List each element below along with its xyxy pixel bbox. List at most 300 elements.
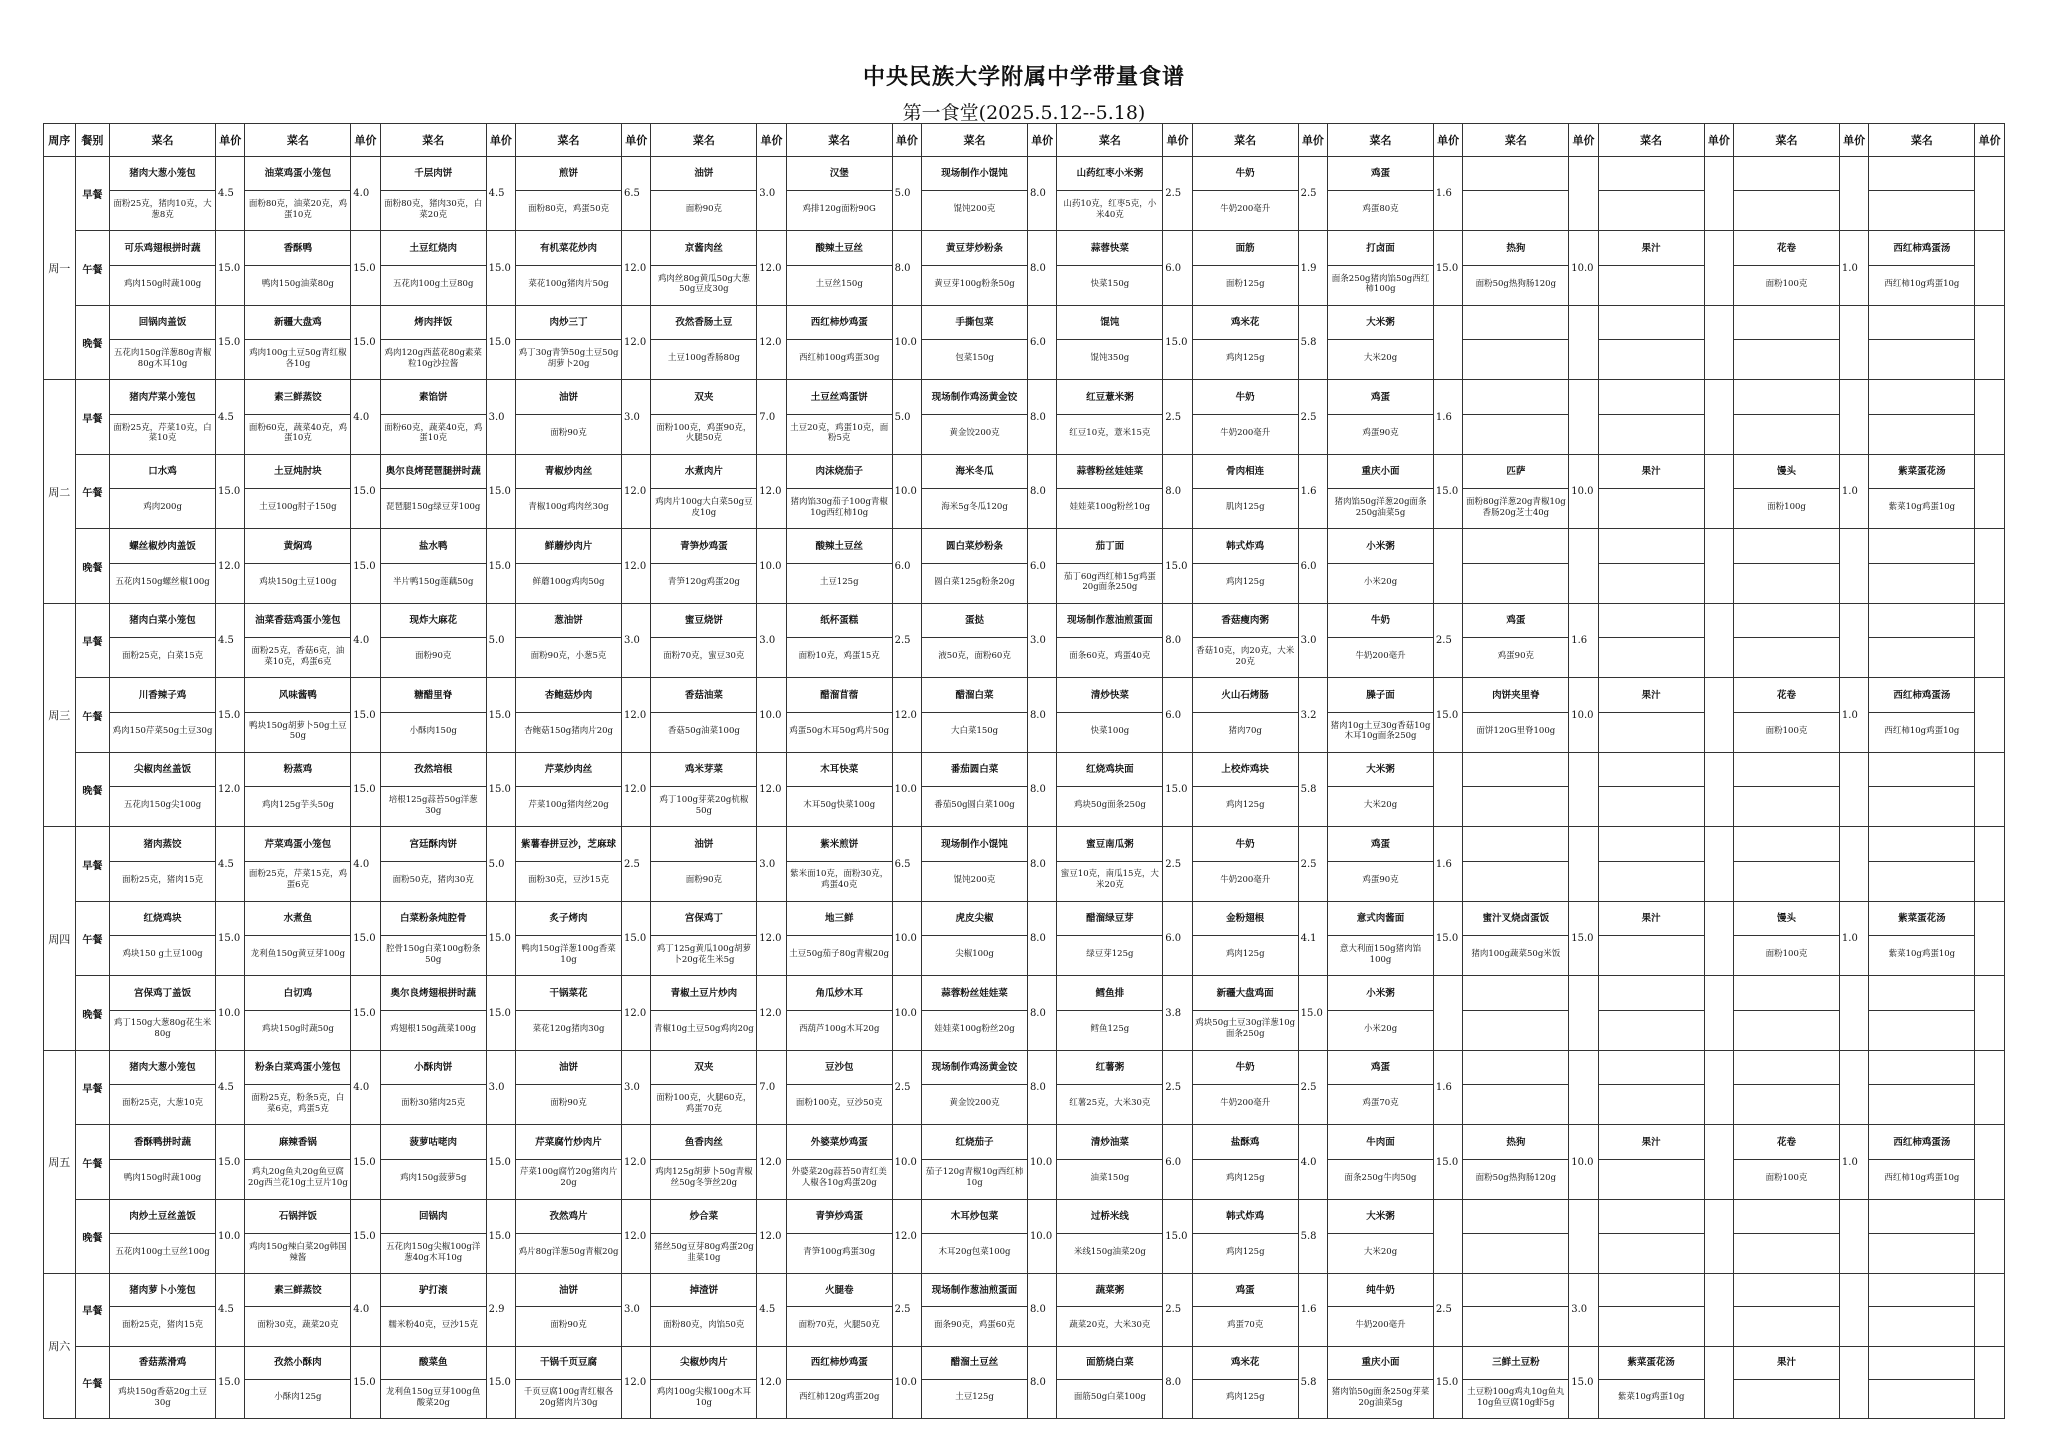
dish-ingredients: 面粉80克，鸡蛋50克	[527, 204, 610, 215]
header-dish: 菜名	[1463, 124, 1569, 157]
dish-cell	[1328, 1274, 1434, 1346]
dish-price: 6.0	[1163, 901, 1193, 975]
dish-cell	[110, 1125, 216, 1199]
meal-row	[44, 1199, 2005, 1273]
dish-price: 15.0	[486, 1199, 516, 1273]
dish-name	[1869, 1202, 1974, 1234]
dish-price: 15.0	[351, 305, 381, 379]
dish-price	[1839, 1274, 1869, 1346]
dish-cell	[1734, 752, 1840, 826]
dish-name	[1869, 159, 1974, 191]
meal-name: 晚餐	[75, 529, 110, 603]
dish-price: 12.0	[621, 305, 651, 379]
dish-ingredients: 鸡蛋90克	[1362, 874, 1399, 885]
dish-ingredients: 面粉25克，粉条5克，白菜6克，鸡蛋5克	[251, 1092, 345, 1114]
dish-name	[1599, 755, 1704, 787]
dish-ingredients: 面粉60克，蔬菜40克，鸡蛋10克	[384, 422, 483, 444]
dish-ingredients: 面粉80克，猪肉30克，白菜20克	[384, 199, 483, 220]
dish-price: 8.0	[1163, 603, 1193, 677]
dish-cell	[1869, 1346, 1975, 1418]
dish-cell	[922, 529, 1028, 603]
dish-name: 木耳炒包菜	[922, 1202, 1027, 1234]
dish-ingredients: 西红柿100g鸡蛋30g	[798, 353, 880, 364]
dish-price	[1569, 529, 1599, 603]
dish-name	[1734, 308, 1839, 340]
dish-cell	[1328, 752, 1434, 826]
header-dish: 菜名	[110, 124, 216, 157]
dish-name: 蒜蓉粉丝娃娃菜	[922, 979, 1027, 1011]
dish-price: 1.0	[1839, 678, 1869, 752]
dish-price: 1.9	[1298, 231, 1328, 305]
dish-name: 杏鲍菇炒肉	[516, 681, 621, 713]
dish-price: 12.0	[215, 752, 245, 826]
dish-ingredients: 外婆菜20g蒜苔50青红美人椒各10g鸡蛋20g	[791, 1167, 887, 1189]
dish-name	[1599, 308, 1704, 340]
dish-name: 油饼	[516, 1276, 621, 1307]
dish-ingredients	[1734, 1307, 1839, 1343]
dish-cell	[1598, 1050, 1704, 1124]
dish-ingredients: 山药10克，红枣5克，小米40克	[1063, 199, 1157, 220]
dish-ingredients: 紫菜10g鸡蛋10g	[1888, 949, 1956, 960]
dish-price: 10.0	[1027, 1199, 1057, 1273]
header-dish: 菜名	[1192, 124, 1298, 157]
dish-ingredients: 鸡肉125g	[1225, 353, 1265, 364]
dish-cell	[786, 901, 892, 975]
dish-price: 12.0	[757, 305, 787, 379]
dish-cell	[245, 529, 351, 603]
dish-ingredients: 面粉25克，猪肉15克	[121, 874, 204, 885]
dish-price	[1569, 752, 1599, 826]
dish-name: 打卤面	[1328, 234, 1433, 266]
dish-cell	[1328, 1199, 1434, 1273]
dish-price: 4.5	[757, 1274, 787, 1346]
dish-cell	[786, 1125, 892, 1199]
dish-price: 8.0	[1027, 1050, 1057, 1124]
dish-ingredients: 西红柿120g鸡蛋20g	[798, 1392, 880, 1403]
dish-cell	[380, 454, 486, 528]
meal-row	[44, 1346, 2005, 1418]
dish-ingredients: 面粉90克	[550, 427, 587, 438]
dish-ingredients: 鸭肉150g油菜80g	[261, 278, 334, 289]
dish-price: 2.5	[1298, 1050, 1328, 1124]
dish-cell	[922, 231, 1028, 305]
dish-price	[1433, 752, 1463, 826]
dish-cell	[1057, 157, 1163, 231]
dish-name: 现场制作小馄饨	[922, 830, 1027, 862]
dish-price: 15.0	[1569, 901, 1599, 975]
dish-name	[1599, 159, 1704, 191]
dish-name	[1734, 1053, 1839, 1085]
dish-cell	[651, 1199, 757, 1273]
dish-name	[1463, 979, 1568, 1011]
dish-ingredients: 面粉125g	[1225, 278, 1265, 289]
dish-cell	[516, 901, 622, 975]
dish-price	[1704, 1050, 1734, 1124]
dish-ingredients: 面粉50g热狗肠120g	[1475, 278, 1557, 289]
dish-cell	[516, 380, 622, 454]
dish-price: 10.0	[1569, 678, 1599, 752]
meal-row	[44, 1050, 2005, 1124]
dish-name	[1869, 755, 1974, 787]
dish-price: 12.0	[621, 231, 651, 305]
dish-cell	[1192, 157, 1298, 231]
dish-price	[1839, 603, 1869, 677]
dish-price	[1704, 454, 1734, 528]
dish-ingredients: 鸡蛋70克	[1227, 1320, 1264, 1331]
dish-cell	[922, 157, 1028, 231]
dish-price	[1975, 1346, 2005, 1418]
dish-ingredients: 土豆100g肘子150g	[259, 502, 337, 513]
dish-name: 芹菜炒肉丝	[516, 755, 621, 787]
dish-ingredients: 牛奶200毫升	[1220, 1098, 1271, 1109]
dish-ingredients: 茄子120g青椒10g西红柿10g	[925, 1167, 1024, 1189]
dish-ingredients: 尖椒100g	[955, 949, 994, 960]
meal-name: 午餐	[75, 901, 110, 975]
dish-name: 蜜豆南瓜粥	[1057, 830, 1162, 862]
dish-cell	[1057, 901, 1163, 975]
dish-price: 10.0	[1569, 1125, 1599, 1199]
dish-cell	[1734, 976, 1840, 1050]
dish-cell	[1463, 827, 1569, 901]
dish-price	[1975, 827, 2005, 901]
dish-cell	[1463, 157, 1569, 231]
dish-cell	[651, 1346, 757, 1418]
dish-price: 15.0	[215, 231, 245, 305]
dish-price	[1975, 752, 2005, 826]
dish-name: 热狗	[1463, 1128, 1568, 1160]
dish-cell	[245, 305, 351, 379]
meal-name: 早餐	[75, 157, 110, 231]
week-day: 周一	[44, 157, 76, 380]
dish-ingredients: 鸡排120g面粉90G	[802, 204, 876, 215]
dish-ingredients	[1869, 1307, 1974, 1343]
dish-name: 水煮鱼	[245, 904, 350, 936]
header-price: 单价	[1298, 124, 1328, 157]
dish-cell	[1869, 678, 1975, 752]
dish-price: 8.0	[1027, 678, 1057, 752]
dish-name: 豆沙包	[787, 1053, 892, 1085]
dish-ingredients: 小酥肉125g	[274, 1392, 322, 1403]
dish-name: 猪肉蒸饺	[110, 830, 215, 862]
dish-name: 馒头	[1734, 457, 1839, 489]
dish-ingredients: 龙利鱼150g豆芽100g鱼酸菜20g	[386, 1387, 481, 1408]
dish-ingredients: 面粉100克	[1765, 949, 1808, 960]
dish-cell	[516, 305, 622, 379]
dish-name: 骨肉相连	[1193, 457, 1298, 489]
dish-ingredients	[1869, 1085, 1974, 1122]
dish-cell	[786, 678, 892, 752]
dish-ingredients: 鸡肉150g辣白菜20g韩国辣酱	[249, 1241, 347, 1263]
dish-ingredients	[1734, 638, 1839, 675]
dish-price: 12.0	[892, 1199, 922, 1273]
dish-price	[1704, 380, 1734, 454]
dish-ingredients	[1463, 191, 1568, 228]
dish-name: 紫菜蛋花汤	[1869, 457, 1974, 489]
dish-ingredients: 面粉100克，火腿60克，鸡蛋70克	[656, 1092, 752, 1114]
dish-price: 8.0	[1027, 752, 1057, 826]
dish-ingredients: 木耳50g快菜100g	[803, 800, 876, 811]
dish-cell	[1192, 454, 1298, 528]
dish-name: 掉渣饼	[651, 1276, 756, 1307]
dish-name: 蜜豆烧饼	[651, 606, 756, 638]
dish-cell	[1057, 380, 1163, 454]
dish-ingredients: 糯米粉40克，豆沙15克	[388, 1320, 479, 1331]
dish-cell	[1869, 454, 1975, 528]
dish-ingredients: 鸡肉丝80g黄瓜50g大葱50g豆皮30g	[657, 273, 750, 295]
dish-cell	[1598, 603, 1704, 677]
dish-cell	[380, 1125, 486, 1199]
dish-name: 韩式炸鸡	[1193, 1202, 1298, 1234]
dish-price	[1704, 752, 1734, 826]
dish-price: 6.0	[892, 529, 922, 603]
dish-ingredients: 鸡蛋70克	[1362, 1098, 1399, 1109]
dish-name: 土豆红烧肉	[381, 234, 486, 266]
dish-price: 10.0	[757, 529, 787, 603]
dish-ingredients: 杏鲍菇150g猪肉片20g	[524, 725, 613, 736]
dish-ingredients: 鲜蘑100g鸡肉50g	[532, 576, 605, 587]
dish-name: 黄焖鸡	[245, 532, 350, 564]
dish-name: 土豆炖肘块	[245, 457, 350, 489]
dish-ingredients	[1599, 266, 1704, 303]
dish-ingredients: 鸡块150g土豆100g	[259, 576, 337, 587]
dish-ingredients	[1599, 191, 1704, 228]
dish-cell	[1057, 976, 1163, 1050]
dish-cell	[922, 901, 1028, 975]
dish-cell	[110, 1199, 216, 1273]
dish-price: 1.6	[1433, 827, 1463, 901]
dish-name: 紫薯春拼豆沙，芝麻球	[516, 830, 621, 862]
dish-ingredients	[1869, 1234, 1974, 1271]
dish-ingredients: 馄饨350g	[1090, 353, 1130, 364]
dish-cell	[651, 752, 757, 826]
dish-price: 15.0	[1163, 1199, 1193, 1273]
dish-cell	[516, 454, 622, 528]
dish-ingredients: 面饼120G里脊100g	[1476, 725, 1556, 736]
dish-price	[1569, 1199, 1599, 1273]
dish-ingredients: 龙利鱼150g黄豆芽100g	[250, 949, 346, 960]
dish-cell	[1328, 231, 1434, 305]
dish-name: 孜然培根	[381, 755, 486, 787]
dish-name: 千层肉饼	[381, 159, 486, 191]
dish-cell	[651, 827, 757, 901]
dish-price	[1839, 529, 1869, 603]
dish-price	[1433, 976, 1463, 1050]
dish-cell	[1734, 1125, 1840, 1199]
dish-name	[1734, 159, 1839, 191]
dish-cell	[516, 827, 622, 901]
dish-cell	[1057, 752, 1163, 826]
dish-name: 重庆小面	[1328, 457, 1433, 489]
dish-price: 15.0	[1433, 454, 1463, 528]
dish-name: 双夹	[651, 1053, 756, 1085]
dish-price: 8.0	[1163, 1346, 1193, 1418]
dish-price: 8.0	[892, 231, 922, 305]
dish-price: 6.0	[1027, 305, 1057, 379]
dish-price: 10.0	[215, 1199, 245, 1273]
dish-ingredients: 香菇50g油菜100g	[667, 725, 740, 736]
dish-cell	[651, 901, 757, 975]
dish-ingredients: 面粉25克，芹菜15克，鸡蛋6克	[248, 869, 347, 891]
dish-cell	[651, 157, 757, 231]
dish-cell	[110, 901, 216, 975]
dish-price: 1.6	[1433, 1050, 1463, 1124]
dish-ingredients: 面粉90克	[685, 204, 723, 215]
dish-price: 8.0	[1027, 976, 1057, 1050]
dish-cell	[922, 1274, 1028, 1346]
dish-name: 酸辣土豆丝	[787, 234, 892, 266]
dish-ingredients: 西葫芦100g木耳20g	[798, 1023, 880, 1034]
dish-cell	[245, 454, 351, 528]
dish-cell	[110, 976, 216, 1050]
dish-price: 10.0	[1569, 454, 1599, 528]
dish-ingredients: 猪肉馅30g茄子100g青椒10g西红柿10g	[790, 497, 888, 518]
dish-ingredients: 猪肉70g	[1228, 725, 1262, 736]
dish-cell	[922, 1346, 1028, 1418]
dish-cell	[651, 1125, 757, 1199]
dish-price: 3.0	[621, 380, 651, 454]
dish-name: 孜然小酥肉	[245, 1349, 350, 1380]
dish-cell	[786, 305, 892, 379]
dish-ingredients: 黄豆芽100g粉条50g	[934, 278, 1015, 289]
dish-name	[1463, 1202, 1568, 1234]
dish-ingredients: 绿豆芽125g	[1086, 949, 1134, 960]
dish-cell	[380, 231, 486, 305]
meal-name: 午餐	[75, 1125, 110, 1199]
dish-price: 15.0	[486, 454, 516, 528]
dish-ingredients: 鸡丁100g芽菜20g杭椒50g	[659, 794, 749, 816]
dish-ingredients: 青椒10g土豆50g鸡肉20g	[653, 1023, 754, 1034]
dish-cell	[1057, 1274, 1163, 1346]
dish-cell	[1057, 678, 1163, 752]
dish-name: 外婆菜炒鸡蛋	[787, 1128, 892, 1160]
dish-price: 3.0	[757, 827, 787, 901]
dish-ingredients: 面粉25克，芹菜10克，白菜10克	[113, 422, 212, 444]
dish-ingredients: 面条60克，鸡蛋40克	[1069, 651, 1151, 662]
dish-cell	[1463, 1050, 1569, 1124]
dish-price: 5.8	[1298, 305, 1328, 379]
dish-ingredients: 鸡肉125g	[1225, 949, 1265, 960]
dish-ingredients	[1869, 1380, 1974, 1416]
dish-cell	[110, 1050, 216, 1124]
dish-price: 2.5	[1298, 157, 1328, 231]
dish-cell	[1328, 827, 1434, 901]
dish-ingredients: 大米20g	[1363, 1247, 1398, 1258]
dish-cell	[516, 976, 622, 1050]
dish-cell	[922, 1050, 1028, 1124]
dish-ingredients: 青笋100g鸡蛋30g	[803, 1247, 876, 1258]
dish-ingredients: 鸡肉125g芋头50g	[261, 800, 334, 811]
dish-ingredients	[1599, 415, 1704, 452]
dish-price: 1.0	[1839, 454, 1869, 528]
dish-name: 现炸大麻花	[381, 606, 486, 638]
dish-ingredients: 猪肉馅50g面条250g芽菜20g油菜5g	[1331, 1387, 1430, 1408]
meal-name: 晚餐	[75, 305, 110, 379]
dish-price: 12.0	[892, 678, 922, 752]
dish-name	[1463, 383, 1568, 415]
header-dish: 菜名	[516, 124, 622, 157]
week-day: 周四	[44, 827, 76, 1050]
dish-cell	[1598, 1274, 1704, 1346]
dish-name: 地三鲜	[787, 904, 892, 936]
dish-cell	[245, 380, 351, 454]
meal-row	[44, 305, 2005, 379]
dish-cell	[380, 305, 486, 379]
dish-cell	[1869, 603, 1975, 677]
dish-name: 蛋挞	[922, 606, 1027, 638]
dish-cell	[110, 603, 216, 677]
dish-cell	[245, 827, 351, 901]
dish-ingredients: 鸡肉100g土豆50g青红椒各10g	[249, 348, 347, 369]
dish-cell	[380, 1050, 486, 1124]
dish-name: 石锅拌饭	[245, 1202, 350, 1234]
dish-cell	[1734, 1346, 1840, 1418]
dish-cell	[380, 1199, 486, 1273]
dish-price: 6.0	[1298, 529, 1328, 603]
dish-cell	[1734, 1274, 1840, 1346]
dish-name	[1734, 979, 1839, 1011]
dish-ingredients: 西红柿10g鸡蛋10g	[1884, 725, 1960, 736]
dish-cell	[110, 529, 216, 603]
dish-cell	[786, 1274, 892, 1346]
dish-price: 12.0	[621, 454, 651, 528]
dish-price: 15.0	[351, 678, 381, 752]
dish-price: 3.0	[757, 603, 787, 677]
dish-ingredients: 鸡块50g面条250g	[1073, 800, 1146, 811]
meal-name: 早餐	[75, 603, 110, 677]
header-price: 单价	[1163, 124, 1193, 157]
dish-price: 15.0	[215, 1125, 245, 1199]
dish-ingredients: 面粉70克，蜜豆30克	[663, 651, 745, 662]
dish-price	[1704, 976, 1734, 1050]
dish-name: 蔬菜粥	[1057, 1276, 1162, 1307]
dish-price	[1975, 454, 2005, 528]
dish-price	[1704, 157, 1734, 231]
dish-ingredients: 猪肉10g土豆30g香菇10g木耳10g面条250g	[1330, 720, 1431, 742]
dish-cell	[1328, 976, 1434, 1050]
dish-ingredients: 鸡蛋50g木耳50g鸡片50g	[789, 725, 890, 736]
dish-price: 3.0	[1027, 603, 1057, 677]
dish-cell	[1869, 827, 1975, 901]
dish-name: 现场制作葱油煎蛋面	[922, 1276, 1027, 1307]
dish-name: 川香辣子鸡	[110, 681, 215, 713]
dish-price: 6.5	[621, 157, 651, 231]
dish-cell	[1869, 976, 1975, 1050]
dish-ingredients: 鸡蛋80克	[1362, 204, 1399, 215]
dish-price	[1975, 231, 2005, 305]
dish-name: 牛奶	[1193, 383, 1298, 415]
menu-table	[43, 123, 2005, 1419]
dish-ingredients: 面粉90克	[550, 1320, 587, 1331]
dish-name: 油饼	[651, 830, 756, 862]
dish-cell	[1192, 827, 1298, 901]
dish-cell	[922, 305, 1028, 379]
dish-name: 山药红枣小米粥	[1057, 159, 1162, 191]
dish-price	[1433, 305, 1463, 379]
meal-row	[44, 1125, 2005, 1199]
dish-name: 粉蒸鸡	[245, 755, 350, 787]
dish-price: 2.5	[1298, 827, 1328, 901]
dish-cell	[1463, 901, 1569, 975]
dish-price: 12.0	[757, 454, 787, 528]
dish-ingredients: 面粉25克，大葱10克	[121, 1098, 204, 1109]
dish-name: 大米粥	[1328, 755, 1433, 787]
dish-ingredients: 鸡肉125g	[1225, 1392, 1265, 1403]
dish-name: 清炒油菜	[1057, 1128, 1162, 1160]
dish-name: 韩式炸鸡	[1193, 532, 1298, 564]
dish-ingredients: 意大利面150g猪肉馅100g	[1339, 943, 1422, 965]
dish-name: 牛奶	[1193, 830, 1298, 862]
dish-name: 肉炒三丁	[516, 308, 621, 340]
